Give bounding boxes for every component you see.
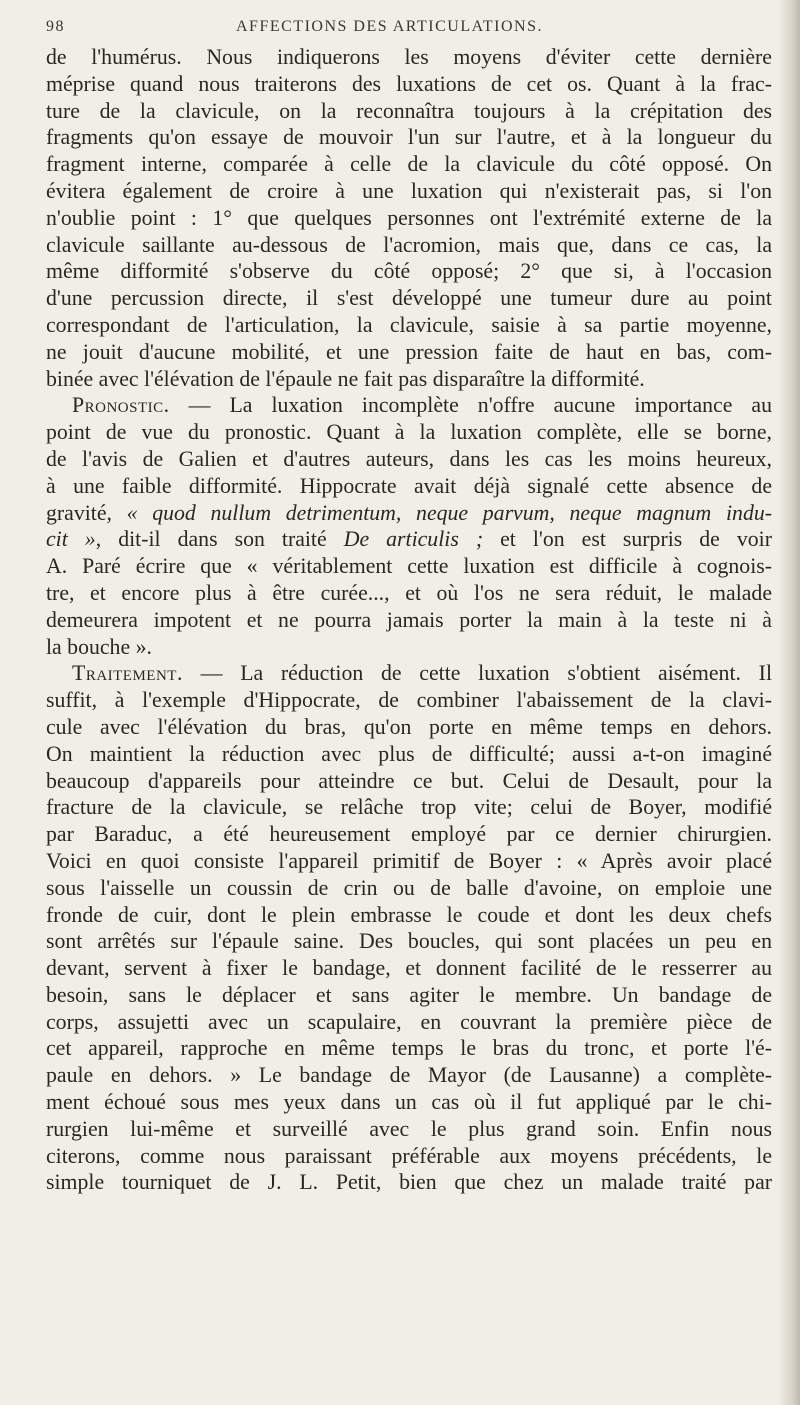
text-line: fragments qu'on essaye de mouvoir l'un sur l'autre, et à la longueur du — [46, 125, 772, 150]
text-line: devant, servent à fixer le bandage, et donnent facilité de le resserrer au — [46, 956, 772, 981]
pronostic-heading: Pronostic. — [72, 393, 170, 418]
text-fragment: gravité, — [46, 500, 127, 525]
text-line: cet appareil, rapproche en même temps le bras du tronc, et porte l'é- — [46, 1036, 772, 1061]
text-line: — La réduction de cette luxation s'obtient aisément. Il — [182, 661, 772, 686]
text-line: corps, assujetti avec un scapulaire, en couvrant la première pièce de — [46, 1009, 772, 1034]
latin-quote-end: cit » — [46, 527, 96, 552]
treatise-title: De articulis ; — [343, 527, 484, 552]
page-edge-shadow — [778, 0, 800, 1405]
latin-quote: « quod nullum detrimentum, neque parvum, neque magnum indu- — [126, 500, 772, 525]
text-line: tre, et encore plus à être curée..., et où l'os ne sera réduit, le malade — [46, 580, 772, 605]
traitement-heading: Traitement. — [72, 661, 183, 686]
page-header — [46, 18, 772, 42]
text-line: évitera également de croire à une luxation qui n'existerait pas, si l'on — [46, 178, 772, 203]
text-line: suffit, à l'exemple d'Hippocrate, de combiner l'abaissement de la clavi- — [46, 688, 772, 713]
text-line: n'oublie point : 1° que quelques personnes ont l'extrémité externe de la — [46, 205, 772, 230]
text-line: On maintient la réduction avec plus de difficulté; aussi a-t-on imaginé — [46, 741, 772, 766]
text-line: A. Paré écrire que « véritablement cette luxation est difficile à cognois- — [46, 554, 772, 579]
text-line: simple tourniquet de J. L. Petit, bien que chez un malade traité par — [46, 1170, 772, 1195]
text-line: fronde de cuir, dont le plein embrasse le coude et dont les deux chefs — [46, 902, 772, 927]
text-line: ture de la clavicule, on la reconnaîtra toujours à la crépitation des — [46, 98, 772, 123]
text-line: sont arrêtés sur l'épaule saine. Des boucles, qui sont placées un peu en — [46, 929, 772, 954]
text-line: correspondant de l'articulation, la clavicule, saisie à sa partie moyenne, — [46, 312, 772, 337]
latin-quote-line — [46, 500, 772, 527]
text-line: Voici en quoi consiste l'appareil primitif de Boyer : « Après avoir placé — [46, 848, 772, 873]
body-text — [46, 44, 772, 1196]
text-line: de l'avis de Galien et d'autres auteurs, dans les cas les moins heureux, — [46, 446, 772, 471]
text-line: d'une percussion directe, il s'est développé une tumeur dure au point — [46, 286, 772, 311]
traitement-first-line — [46, 660, 772, 687]
text-line: méprise quand nous traiterons des luxations de cet os. Quant à la frac- — [46, 71, 772, 96]
text-line: fracture de la clavicule, se relâche trop vite; celui de Boyer, modifié — [46, 795, 772, 820]
text-line: ment échoué sous mes yeux dans un cas où il fut appliqué par le chi- — [46, 1090, 772, 1115]
text-line: par Baraduc, a été heureusement employé par ce dernier chirurgien. — [46, 822, 772, 847]
running-head: AFFECTIONS DES ARTICULATIONS. — [236, 18, 544, 35]
text-line: rurgien lui-même et surveillé avec le plus grand soin. Enfin nous — [46, 1116, 772, 1141]
text-line: — La luxation incomplète n'offre aucune importance au — [169, 393, 772, 418]
text-line: de l'humérus. Nous indiquerons les moyens d'éviter cette dernière — [46, 45, 772, 69]
text-line: à une faible difformité. Hippocrate avait déjà signalé cette absence de — [46, 473, 772, 498]
text-line: sous l'aisselle un coussin de crin ou de balle d'avoine, on emploie une — [46, 875, 772, 900]
text-line: cule avec l'élévation du bras, qu'on porte en même temps en dehors. — [46, 714, 772, 739]
text-line: point de vue du pronostic. Quant à la luxation complète, elle se borne, — [46, 420, 772, 445]
text-line: fragment interne, comparée à celle de la clavicule du côté opposé. On — [46, 152, 772, 177]
text-line: paule en dehors. » Le bandage de Mayor (de Lausanne) a complète- — [46, 1063, 772, 1088]
text-fragment: , dit-il dans son traité — [95, 527, 344, 552]
pronostic-first-line — [46, 392, 772, 419]
treatise-line — [46, 526, 772, 553]
text-line: besoin, sans le déplacer et sans agiter le membre. Un bandage de — [46, 982, 772, 1007]
text-line: citerons, comme nous paraissant préférable aux moyens précédents, le — [46, 1143, 772, 1168]
text-line: même difformité s'observe du côté opposé; 2° que si, à l'occasion — [46, 259, 772, 284]
text-line: demeurera impotent et ne pourra jamais porter la main à la teste ni à — [46, 607, 772, 632]
text-line: beaucoup d'appareils pour atteindre ce but. Celui de Desault, pour la — [46, 768, 772, 793]
text-line: clavicule saillante au-dessous de l'acromion, mais que, dans ce cas, la — [46, 232, 772, 257]
text-line: la bouche ». — [46, 634, 152, 659]
text-fragment: et l'on est surpris de voir — [483, 527, 772, 552]
page-number: 98 — [46, 18, 65, 35]
text-line: ne jouit d'aucune mobilité, et une pression faite de haut en bas, com- — [46, 339, 772, 364]
text-line: binée avec l'élévation de l'épaule ne fait pas disparaître la difformité. — [46, 366, 645, 391]
